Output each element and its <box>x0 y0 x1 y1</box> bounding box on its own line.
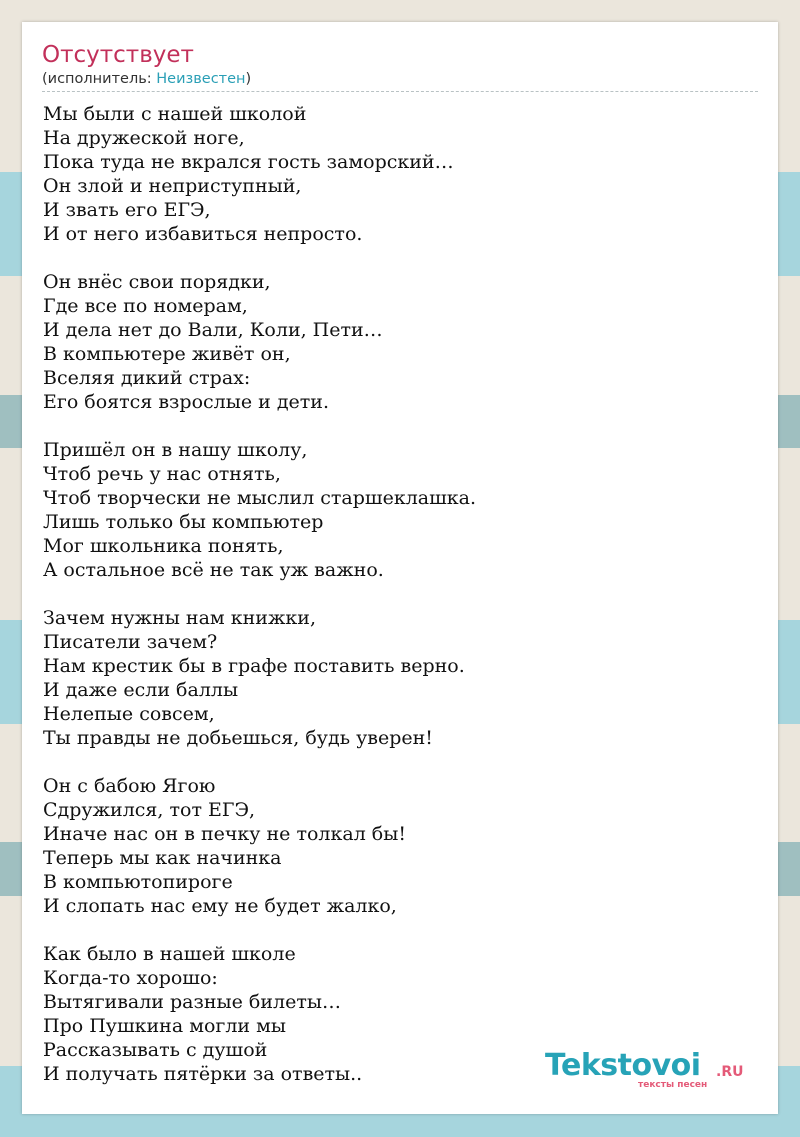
lyric-line: А остальное всё не так уж важно. <box>43 559 384 581</box>
lyric-line: Вытягивали разные билеты… <box>43 991 341 1013</box>
lyric-line: Иначе нас он в печку не толкал бы! <box>43 823 406 845</box>
lyric-line: В компьютере живёт он, <box>43 343 291 365</box>
lyrics-stanza <box>43 606 743 750</box>
lyrics-stanza <box>43 774 743 918</box>
lyric-line: Нелепые совсем, <box>43 703 215 725</box>
lyric-line: Его боятся взрослые и дети. <box>43 391 329 413</box>
lyric-line: Рассказывать с душой <box>43 1039 268 1061</box>
song-title: Отсутствует <box>42 42 194 68</box>
lyric-line: Когда-то хорошо: <box>43 967 218 989</box>
lyric-line: Теперь мы как начинка <box>43 847 282 869</box>
artist-prefix: (исполнитель: <box>42 71 157 87</box>
lyric-line: Про Пушкина могли мы <box>43 1015 287 1037</box>
logo-wordmark: Tekstovoi <box>545 1048 701 1083</box>
lyric-line: В компьютопироге <box>43 871 233 893</box>
artist-line <box>42 71 251 87</box>
lyric-line: Сдружился, тот ЕГЭ, <box>43 799 256 821</box>
lyric-line: Ты правды не добьешься, будь уверен! <box>43 727 433 749</box>
lyric-line: Вселяя дикий страх: <box>43 367 251 389</box>
lyric-line: И от него избавиться непросто. <box>43 223 363 245</box>
lyric-line: Мог школьника понять, <box>43 535 284 557</box>
lyric-line: Чтоб речь у нас отнять, <box>43 463 281 485</box>
lyrics-stanza <box>43 438 743 582</box>
logo-domain: .RU <box>716 1064 744 1080</box>
lyric-line: И слопать нас ему не будет жалко, <box>43 895 397 917</box>
lyric-line: И дела нет до Вали, Коли, Пети… <box>43 319 383 341</box>
lyric-line: Лишь только бы компьютер <box>43 511 324 533</box>
lyrics-stanza <box>43 270 743 414</box>
lyric-line: Пришёл он в нашу школу, <box>43 439 308 461</box>
lyrics-body <box>43 102 743 1086</box>
lyric-line: Он злой и неприступный, <box>43 175 302 197</box>
lyric-line: Пока туда не вкрался гость заморский… <box>43 151 454 173</box>
lyric-line: И даже если баллы <box>43 679 239 701</box>
lyric-line: Зачем нужны нам книжки, <box>43 607 317 629</box>
lyric-line: Он внёс свои порядки, <box>43 271 271 293</box>
lyric-line: На дружеской ноге, <box>43 127 245 149</box>
lyrics-stanza <box>43 102 743 246</box>
lyric-line: И звать его ЕГЭ, <box>43 199 211 221</box>
lyric-line: Чтоб творчески не мыслил старшеклашка. <box>43 487 477 509</box>
lyric-line: Писатели зачем? <box>43 631 218 653</box>
artist-link[interactable]: Неизвестен <box>156 71 246 87</box>
title-divider <box>42 91 758 92</box>
lyric-line: И получать пятёрки за ответы.. <box>43 1063 363 1085</box>
artist-suffix: ) <box>245 71 252 87</box>
lyrics-card <box>22 22 778 1114</box>
lyric-line: Нам крестик бы в графе поставить верно. <box>43 655 465 677</box>
lyric-line: Как было в нашей школе <box>43 943 296 965</box>
lyric-line: Мы были с нашей школой <box>43 103 307 125</box>
site-logo[interactable] <box>545 1048 750 1088</box>
lyric-line: Где все по номерам, <box>43 295 248 317</box>
lyric-line: Он с бабою Ягою <box>43 775 216 797</box>
logo-tagline: тексты песен <box>638 1080 708 1090</box>
